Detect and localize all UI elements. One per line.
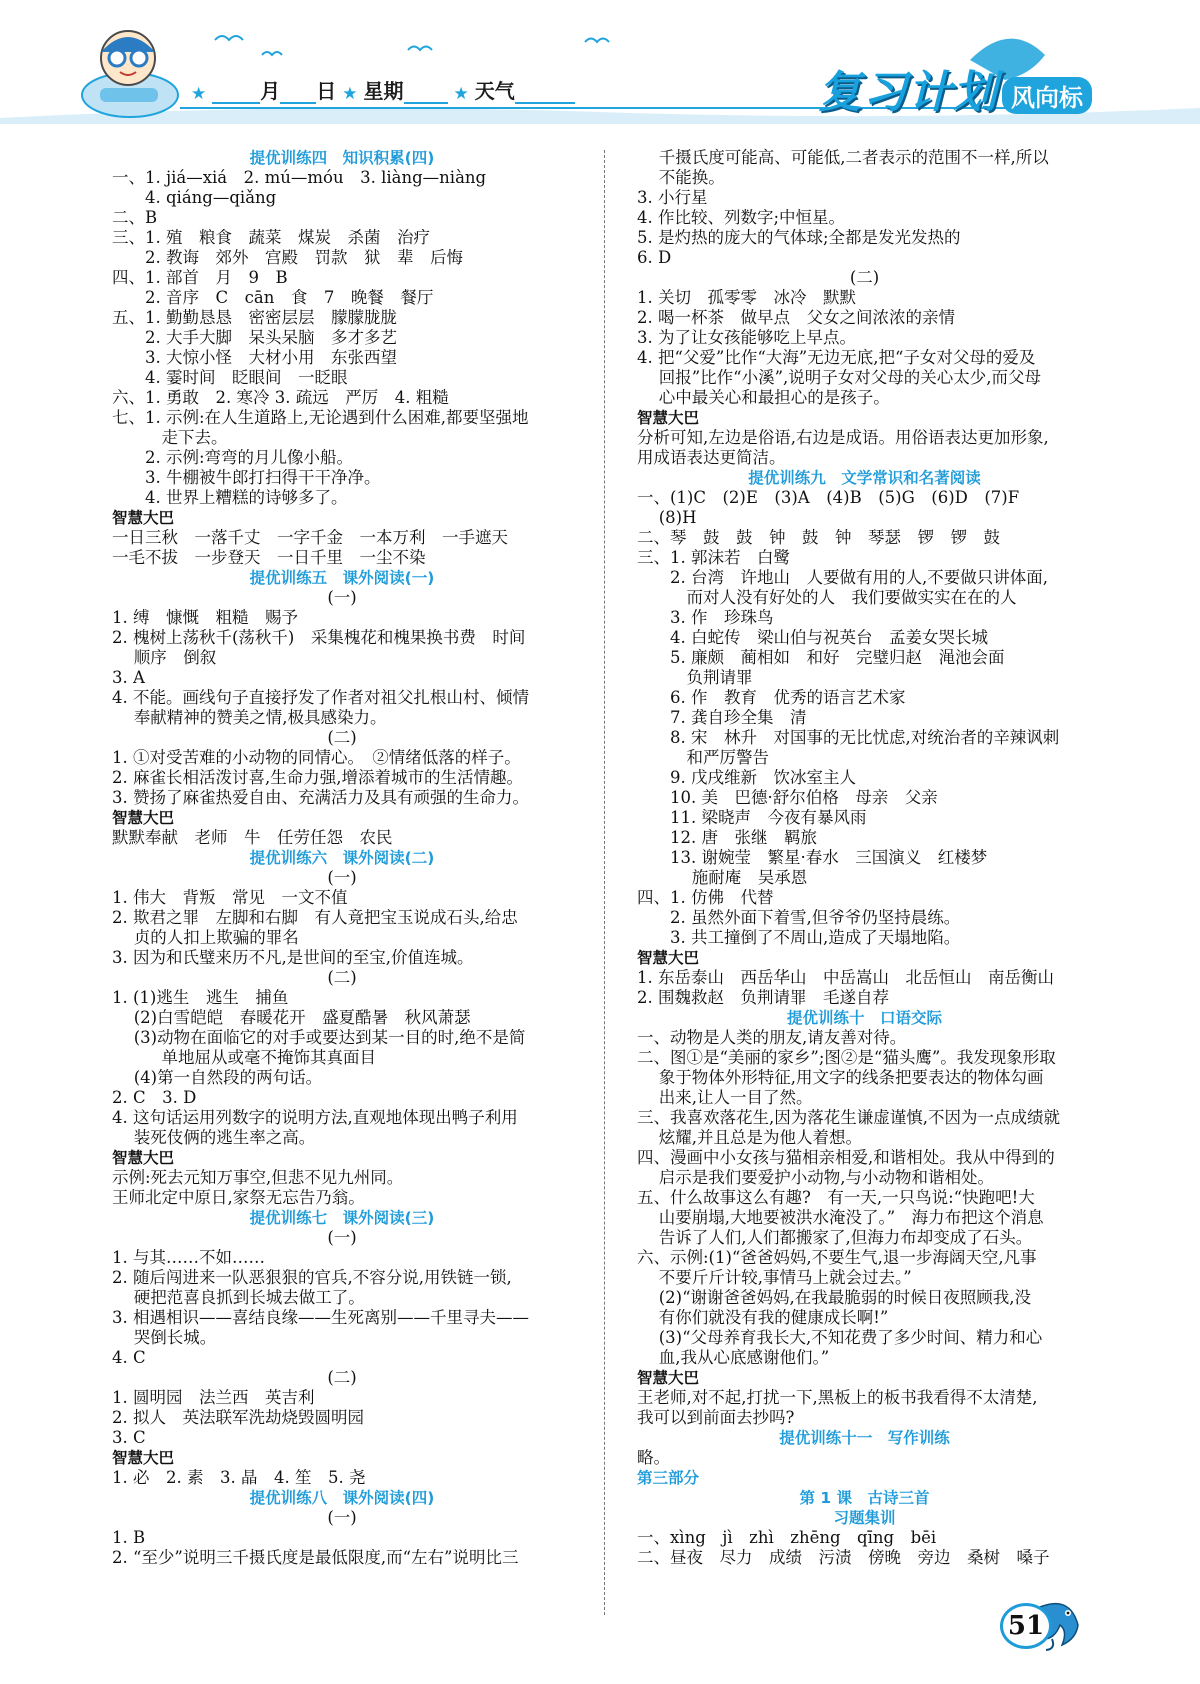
bonus-heading: 智慧大巴 <box>112 809 175 827</box>
answer-line: 略。 <box>637 1448 670 1467</box>
answer-line: 3. 赞扬了麻雀热爱自由、充满活力及具有顽强的生命力。 <box>112 788 529 807</box>
answer-line: 5. 是灼热的庞大的气体球;全都是发光发热的 <box>637 228 961 247</box>
answer-line: 6. 作 教育 优秀的语言艺术家 <box>637 688 906 707</box>
answer-line: 2. 虽然外面下着雪,但爷爷仍坚持晨练。 <box>637 908 961 927</box>
month-blank[interactable] <box>212 82 260 104</box>
month-label: 月 <box>260 79 281 103</box>
answer-line: 2. 音序 C cān 食 7 晚餐 餐厅 <box>112 288 434 307</box>
answer-line: 3. A <box>112 668 145 687</box>
answer-line: (8)H <box>637 508 697 527</box>
section-heading: 提优训练七 课外阅读(三) <box>249 1209 435 1227</box>
star-icon: ★ <box>342 84 358 104</box>
answer-line: (3)“父母养育我长大,不知花费了多少时间、精力和心 <box>637 1328 1043 1347</box>
answer-line: (3)动物在面临它的对手或要达到某一目的时,绝不是简 <box>112 1028 526 1047</box>
answer-line: 3. 大惊小怪 大材小用 东张西望 <box>112 348 397 367</box>
answer-line: 贞的人扣上欺骗的罪名 <box>112 928 299 947</box>
answer-line: 1. 缚 慷慨 粗糙 赐予 <box>112 608 298 627</box>
day-blank[interactable] <box>280 82 316 104</box>
answer-line: 心中最关心和最担心的是孩子。 <box>637 388 890 407</box>
answer-line: 不要斤斤计较,事情马上就会过去。” <box>637 1268 912 1287</box>
answer-line: 2. 示例:弯弯的月儿像小船。 <box>112 448 354 467</box>
answer-line: 6. D <box>637 248 672 267</box>
answer-line: 六、示例:(1)“爸爸妈妈,不要生气,退一步海阔天空,凡事 <box>637 1248 1037 1267</box>
answer-line: 4. 这句话运用列数字的说明方法,直观地体现出鸭子利用 <box>112 1108 518 1127</box>
bonus-heading: 智慧大巴 <box>637 409 700 427</box>
section-heading: 提优训练四 知识积累(四) <box>249 149 435 167</box>
answer-line: 出来,让人一目了然。 <box>637 1088 813 1107</box>
weather-label: 天气 <box>474 79 515 103</box>
answer-line: 三、我喜欢落花生,因为落花生谦虚谨慎,不因为一点成绩就 <box>637 1108 1060 1127</box>
answer-line: 2. 台湾 许地山 人要做有用的人,不要做只讲体面, <box>637 568 1048 587</box>
answer-line: 3. 因为和氏璧来历不凡,是世间的至宝,价值连城。 <box>112 948 474 967</box>
answer-line: 4. 作比较、列数字;中恒星。 <box>637 208 846 227</box>
answer-line: 13. 谢婉莹 繁星·春水 三国演义 红楼梦 <box>637 848 988 867</box>
answer-line: 回报”比作“小溪”,说明子女对父母的关心太少,而父母 <box>637 368 1042 387</box>
answer-line: 五、什么故事这么有趣? 有一天,一只鸟说:“快跑吧!大 <box>637 1188 1035 1207</box>
answer-line: 2. 喝一杯茶 做早点 父女之间浓浓的亲情 <box>637 308 955 327</box>
answer-line: 3. C <box>112 1428 146 1447</box>
answer-line: 2. 麻雀长相活泼讨喜,生命力强,增添着城市的生活情趣。 <box>112 768 523 787</box>
answer-line: 象于物体外形特征,用文字的线条把要表达的物体勾画 <box>637 1068 1044 1087</box>
answer-line: 9. 戊戌维新 饮冰室主人 <box>637 768 856 787</box>
answer-line: 1. 伟大 背叛 常见 一文不值 <box>112 888 348 907</box>
answer-line: 顺序 倒叙 <box>112 648 217 667</box>
brand-logo <box>818 56 1092 120</box>
section-heading: 提优训练十 口语交际 <box>786 1009 942 1027</box>
answer-line: 一、动物是人类的朋友,请友善对待。 <box>637 1028 907 1047</box>
answer-line: 二、琴 鼓 鼓 钟 鼓 钟 琴瑟 锣 锣 鼓 <box>637 528 1000 547</box>
subsection-marker: (一) <box>327 1508 357 1527</box>
answer-line: 二、B <box>112 208 158 227</box>
answer-line: 4. qiáng—qiǎng <box>112 188 277 207</box>
answer-line: 2. 随后闯进来一队恶狠狠的官兵,不容分说,用铁链一锁, <box>112 1268 512 1287</box>
answer-line: 告诉了人们,人们都搬家了,但海力布却变成了石头。 <box>637 1228 1033 1247</box>
answer-line: 4. 霎时间 眨眼间 一眨眼 <box>112 368 348 387</box>
answer-line: 一日三秋 一落千丈 一字千金 一本万利 一手遮天 <box>112 528 508 547</box>
answer-line: 血,我从心底感谢他们。” <box>637 1348 830 1367</box>
answer-line: 不能换。 <box>637 168 725 187</box>
seagull-icon <box>215 36 609 55</box>
date-weather-bar <box>185 80 575 104</box>
answer-line: 单地屈从或毫不掩饰其真面目 <box>112 1048 376 1067</box>
weekday-label: 星期 <box>363 79 404 103</box>
answer-line: 七、1. 示例:在人生道路上,无论遇到什么困难,都要坚强地 <box>112 408 529 427</box>
answer-line: 2. C 3. D <box>112 1088 197 1107</box>
section-heading: 提优训练九 文学常识和名著阅读 <box>748 469 981 487</box>
answer-line: 王老师,对不起,打扰一下,黑板上的板书我看得不太清楚, <box>637 1388 1038 1407</box>
answer-line: 2. 围魏救赵 负荆请罪 毛遂自荐 <box>637 988 889 1007</box>
page-number: 51 <box>1000 1603 1052 1649</box>
answer-line: 3. 为了让女孩能够吃上早点。 <box>637 328 856 347</box>
answer-line: 用成语表达更简洁。 <box>637 448 786 467</box>
subsection-marker: (二) <box>327 728 357 747</box>
answer-line: 而对人没有好处的人 我们要做实实在在的人 <box>637 588 1017 607</box>
answer-line: 5. 廉颇 蔺相如 和好 完璧归赵 渑池会面 <box>637 648 1005 667</box>
weekday-blank[interactable] <box>404 82 448 104</box>
answer-line: 一、(1)C (2)E (3)A (4)B (5)G (6)D (7)F <box>637 488 1020 507</box>
answer-line: 4. 白蛇传 梁山伯与祝英台 孟姜女哭长城 <box>637 628 988 647</box>
answer-line: 施耐庵 吴承恩 <box>637 868 808 887</box>
answer-line: 8. 宋 林升 对国事的无比忧虑,对统治者的辛辣讽刺 <box>637 728 1060 747</box>
answer-line: 2. 槐树上荡秋千(荡秋千) 采集槐花和槐果换书费 时间 <box>112 628 526 647</box>
answer-line: 3. 共工撞倒了不周山,造成了天塌地陷。 <box>637 928 961 947</box>
answer-line: (4)第一自然段的两句话。 <box>112 1068 323 1087</box>
answer-line: 4. 世界上糟糕的诗够多了。 <box>112 488 348 507</box>
answer-line: 奉献精神的赞美之情,极具感染力。 <box>112 708 387 727</box>
answer-line: 3. 小行星 <box>637 188 708 207</box>
section-heading: 提优训练八 课外阅读(四) <box>249 1489 435 1507</box>
section-heading: 提优训练五 课外阅读(一) <box>249 569 435 587</box>
subsection-marker: (一) <box>327 868 357 887</box>
bonus-heading: 智慧大巴 <box>112 1149 175 1167</box>
brand-title: 复习计划 <box>818 67 998 118</box>
answer-line: 启示是我们要爱护小动物,与小动物和谐相处。 <box>637 1168 994 1187</box>
answer-line: 有你们就没有我的健康成长啊!” <box>637 1308 889 1327</box>
bonus-heading: 智慧大巴 <box>637 949 700 967</box>
answer-line: 五、1. 勤勤恳恳 密密层层 朦朦胧胧 <box>112 308 397 327</box>
answer-line: 3. 作 珍珠鸟 <box>637 608 774 627</box>
subsection-marker: (一) <box>327 1228 357 1247</box>
answer-line: 炫耀,并且总是为他人着想。 <box>637 1128 862 1147</box>
answer-line: 三、1. 郭沫若 白鹭 <box>637 548 790 567</box>
answer-line: 硬把范喜良抓到长城去做工了。 <box>112 1288 365 1307</box>
page-header <box>0 0 1200 140</box>
answer-line: 11. 梁晓声 今夜有暴风雨 <box>637 808 867 827</box>
answer-line: 1. ①对受苦难的小动物的同情心。 ②情绪低落的样子。 <box>112 748 521 767</box>
answer-line: (2)“谢谢爸爸妈妈,在我最脆弱的时候日夜照顾我,没 <box>637 1288 1032 1307</box>
answer-line: 四、1. 仿佛 代替 <box>637 888 774 907</box>
answer-line: 1. (1)逃生 逃生 捕鱼 <box>112 988 289 1007</box>
bonus-heading: 智慧大巴 <box>637 1369 700 1387</box>
answer-line: 1. B <box>112 1528 146 1547</box>
left-answer-column <box>112 148 572 1568</box>
answer-line: 2. 欺君之罪 左脚和右脚 有人竟把宝玉说成石头,给忠 <box>112 908 518 927</box>
part-heading: 第三部分 <box>637 1469 700 1487</box>
answer-line: 4. C <box>112 1348 146 1367</box>
answer-line: 走下去。 <box>112 428 228 447</box>
star-icon: ★ <box>191 84 207 104</box>
answer-line: (2)白雪皑皑 春暖花开 盛夏酷暑 秋风萧瑟 <box>112 1008 471 1027</box>
weather-blank[interactable] <box>515 82 575 104</box>
answer-line: 负荆请罪 <box>637 668 753 687</box>
section-heading: 习题集训 <box>833 1509 896 1527</box>
answer-line: 四、1. 部首 月 9 B <box>112 268 288 287</box>
answer-line: 示例:死去元知万事空,但悲不见九州同。 <box>112 1168 404 1187</box>
answer-line: 3. 牛棚被牛郎打扫得干干净净。 <box>112 468 381 487</box>
answer-line: 我可以到前面去抄吗? <box>637 1408 795 1427</box>
section-heading: 提优训练六 课外阅读(二) <box>249 849 435 867</box>
answer-line: 2. 教诲 郊外 宫殿 罚款 狱 辈 后悔 <box>112 248 463 267</box>
star-icon: ★ <box>453 84 469 104</box>
answer-line: 二、图①是“美丽的家乡”;图②是“猫头鹰”。我发现象形取 <box>637 1048 1056 1067</box>
answer-line: 分析可知,左边是俗语,右边是成语。用俗语表达更加形象, <box>637 428 1049 447</box>
answer-line: 7. 龚自珍全集 清 <box>637 708 807 727</box>
answer-line: 哭倒长城。 <box>112 1328 217 1347</box>
day-label: 日 <box>316 79 337 103</box>
brand-subtitle: 风向标 <box>1002 77 1092 114</box>
answer-line: 12. 唐 张继 羁旅 <box>637 828 817 847</box>
subsection-marker: (二) <box>327 1368 357 1387</box>
answer-line: 王师北定中原日,家祭无忘告乃翁。 <box>112 1188 365 1207</box>
child-with-goggles-icon <box>82 31 178 117</box>
answer-line: 2. 大手大脚 呆头呆脑 多才多艺 <box>112 328 397 347</box>
bonus-heading: 智慧大巴 <box>112 509 175 527</box>
answer-line: 和严厉警告 <box>637 748 769 767</box>
answer-line: 4. 把“父爱”比作“大海”无边无底,把“子女对父母的爱及 <box>637 348 1036 367</box>
answer-line: 三、1. 殖 粮食 蔬菜 煤炭 杀菌 治疗 <box>112 228 430 247</box>
right-answer-column <box>637 148 1092 1568</box>
answer-line: 默默奉献 老师 牛 任劳任怨 农民 <box>112 828 393 847</box>
answer-line: 四、漫画中小女孩与猫相亲相爱,和谐相处。我从中得到的 <box>637 1148 1055 1167</box>
subsection-marker: (二) <box>849 268 880 287</box>
answer-line: 1. 东岳泰山 西岳华山 中岳嵩山 北岳恒山 南岳衡山 <box>637 968 1054 987</box>
answer-line: 一、1. jiá—xiá 2. mú—móu 3. liàng—niàng <box>112 168 487 187</box>
answer-line: 千摄氏度可能高、可能低,二者表示的范围不一样,所以 <box>637 148 1049 167</box>
answer-line: 一毛不拔 一步登天 一日千里 一尘不染 <box>112 548 426 567</box>
answer-line: 10. 美 巴德·舒尔伯格 母亲 父亲 <box>637 788 938 807</box>
section-heading: 第 1 课 古诗三首 <box>799 1489 930 1507</box>
answer-line: 4. 不能。画线句子直接抒发了作者对祖父扎根山村、倾情 <box>112 688 529 707</box>
bonus-heading: 智慧大巴 <box>112 1449 175 1467</box>
answer-line: 六、1. 勇敢 2. 寒冷 3. 疏远 严厉 4. 粗糙 <box>112 388 449 407</box>
answer-line: 2. 拟人 英法联军洗劫烧毁圆明园 <box>112 1408 364 1427</box>
answer-line: 1. 关切 孤零零 冰冷 默默 <box>637 288 856 307</box>
subsection-marker: (一) <box>327 588 357 607</box>
section-heading: 提优训练十一 写作训练 <box>779 1429 950 1447</box>
answer-line: 1. 必 2. 素 3. 晶 4. 笙 5. 尧 <box>112 1468 366 1487</box>
answer-line: 1. 圆明园 法兰西 英吉利 <box>112 1388 315 1407</box>
answer-line: 二、昼夜 尽力 成绩 污渍 傍晚 旁边 桑树 嗓子 <box>637 1548 1050 1567</box>
answer-line: 一、xìng jì zhì zhēng qīng bēi <box>637 1528 937 1547</box>
answer-line: 装死伎俩的逃生率之高。 <box>112 1128 316 1147</box>
answer-line: 2. “至少”说明三千摄氏度是最低限度,而“左右”说明比三 <box>112 1548 519 1567</box>
answer-line: 1. 与其……不如…… <box>112 1248 265 1267</box>
answer-line: 3. 相遇相识——喜结良缘——生死离别——千里寻夫—— <box>112 1308 529 1327</box>
subsection-marker: (二) <box>327 968 357 987</box>
answer-line: 山要崩塌,大地要被洪水淹没了。” 海力布把这个消息 <box>637 1208 1044 1227</box>
column-divider <box>604 150 605 1615</box>
